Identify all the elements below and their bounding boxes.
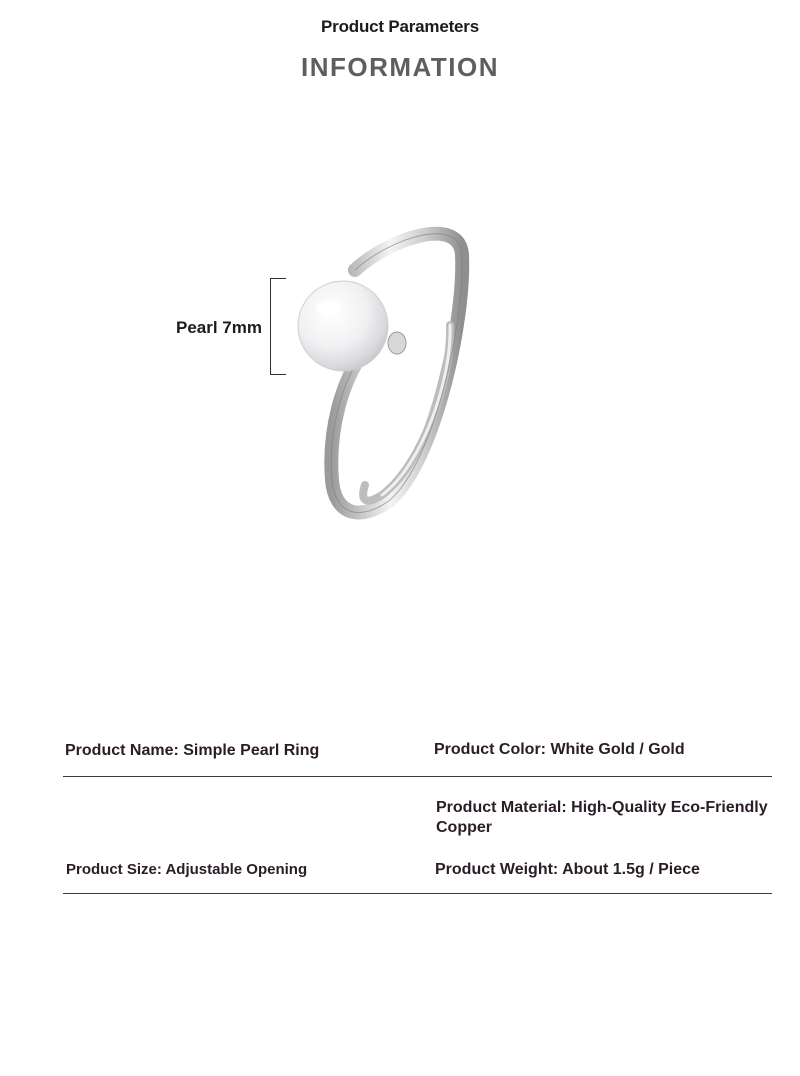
product-color: Product Color: White Gold / Gold <box>434 741 685 758</box>
pearl-size-label: Pearl 7mm <box>176 318 262 337</box>
pearl-size-bracket <box>270 278 286 375</box>
table-divider-bottom <box>63 893 772 894</box>
ring-image <box>160 210 500 530</box>
table-divider-top <box>63 776 772 777</box>
product-weight: Product Weight: About 1.5g / Piece <box>435 861 700 878</box>
product-material: Product Material: High-Quality Eco-Friendly Copper <box>436 799 768 836</box>
page-subtitle: INFORMATION <box>301 52 499 82</box>
product-size: Product Size: Adjustable Opening <box>66 861 308 878</box>
product-name: Product Name: Simple Pearl Ring <box>65 742 320 759</box>
page-title: Product Parameters <box>321 17 479 36</box>
ring-illustration <box>160 210 500 530</box>
